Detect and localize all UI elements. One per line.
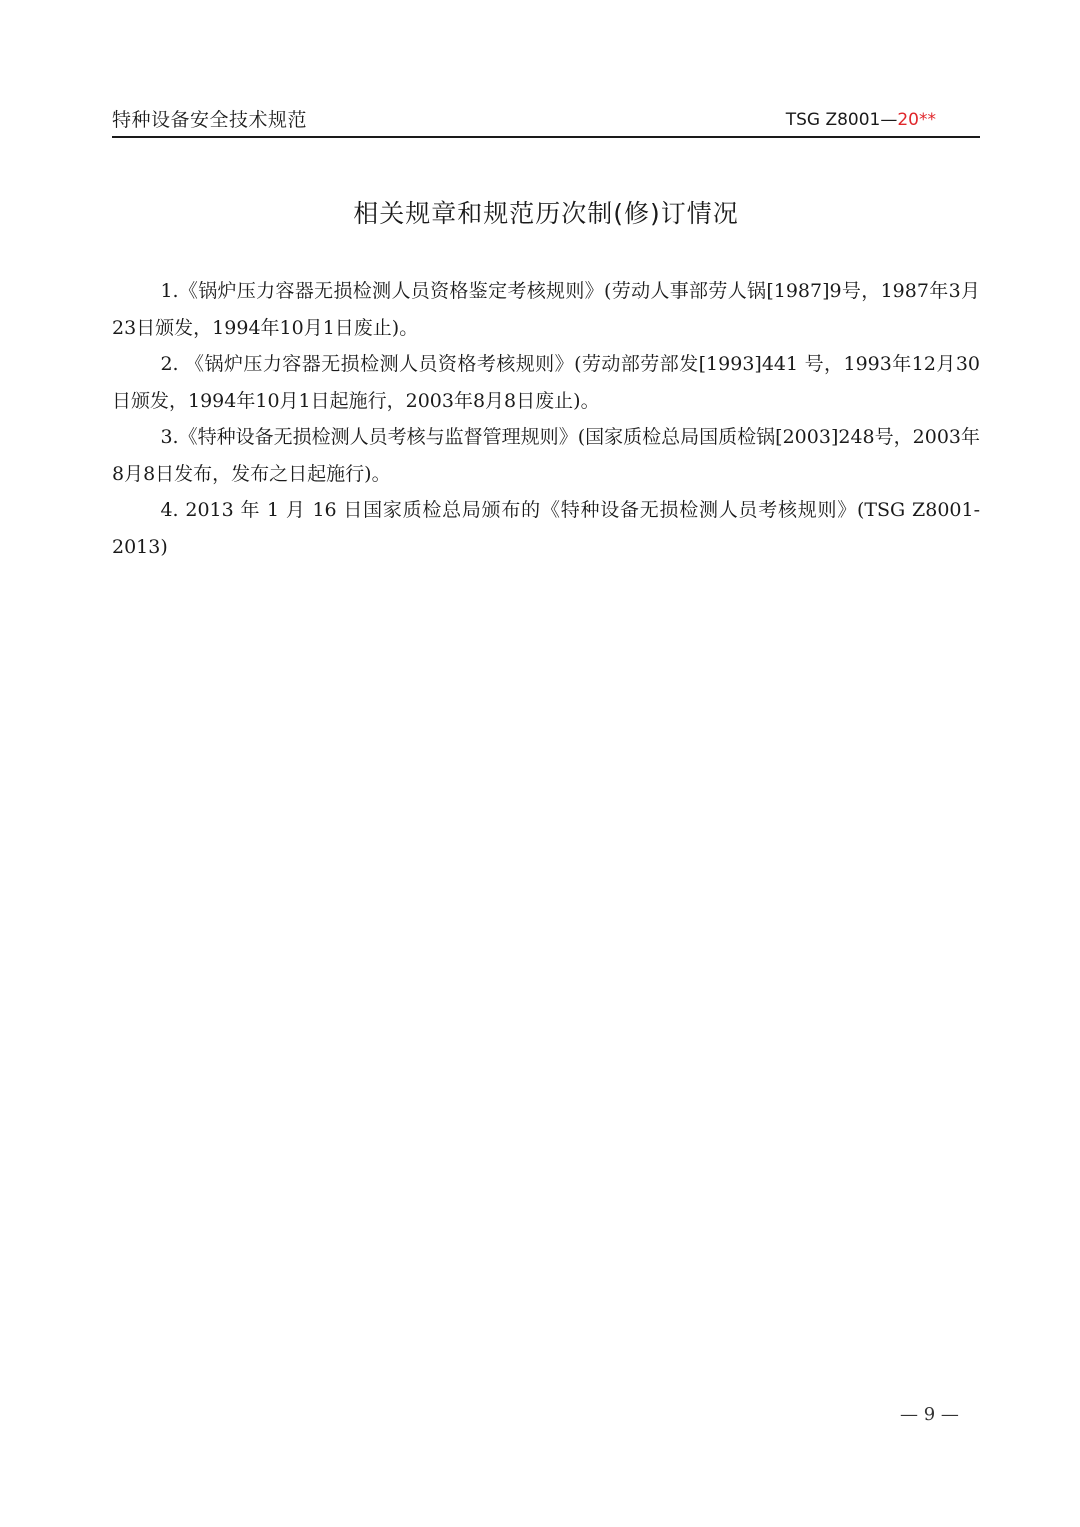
page-header: [112, 106, 980, 138]
header-series-title: 特种设备安全技术规范: [112, 109, 308, 131]
header-divider: [112, 136, 980, 138]
revision-item-4: 4. 2013 年 1 月 16 日国家质检总局颁布的《特种设备无损检测人员考核规则》(TSG Z8001-2013): [112, 499, 980, 558]
revision-history-list: [112, 273, 980, 565]
header-code-year: 20**: [897, 110, 936, 130]
page-number: — 9 —: [900, 1404, 959, 1425]
revision-item-3: 3.《特种设备无损检测人员考核与监督管理规则》(国家质检总局国质检锅[2003]248号，2003年8月8日发布，发布之日起施行)。: [112, 426, 980, 485]
revision-item-2: 2. 《锅炉压力容器无损检测人员资格考核规则》(劳动部劳部发[1993]441 号，1993年12月30日颁发，1994年10月1日起施行，2003年8月8日废止)。: [112, 353, 980, 412]
page-title: 相关规章和规范历次制(修)订情况: [353, 199, 739, 228]
header-code-prefix: TSG Z8001—: [785, 110, 898, 130]
header-document-code: [786, 106, 936, 134]
revision-item-1: 1.《锅炉压力容器无损检测人员资格鉴定考核规则》(劳动人事部劳人锅[1987]9号，1987年3月23日颁发，1994年10月1日废止)。: [112, 280, 980, 339]
